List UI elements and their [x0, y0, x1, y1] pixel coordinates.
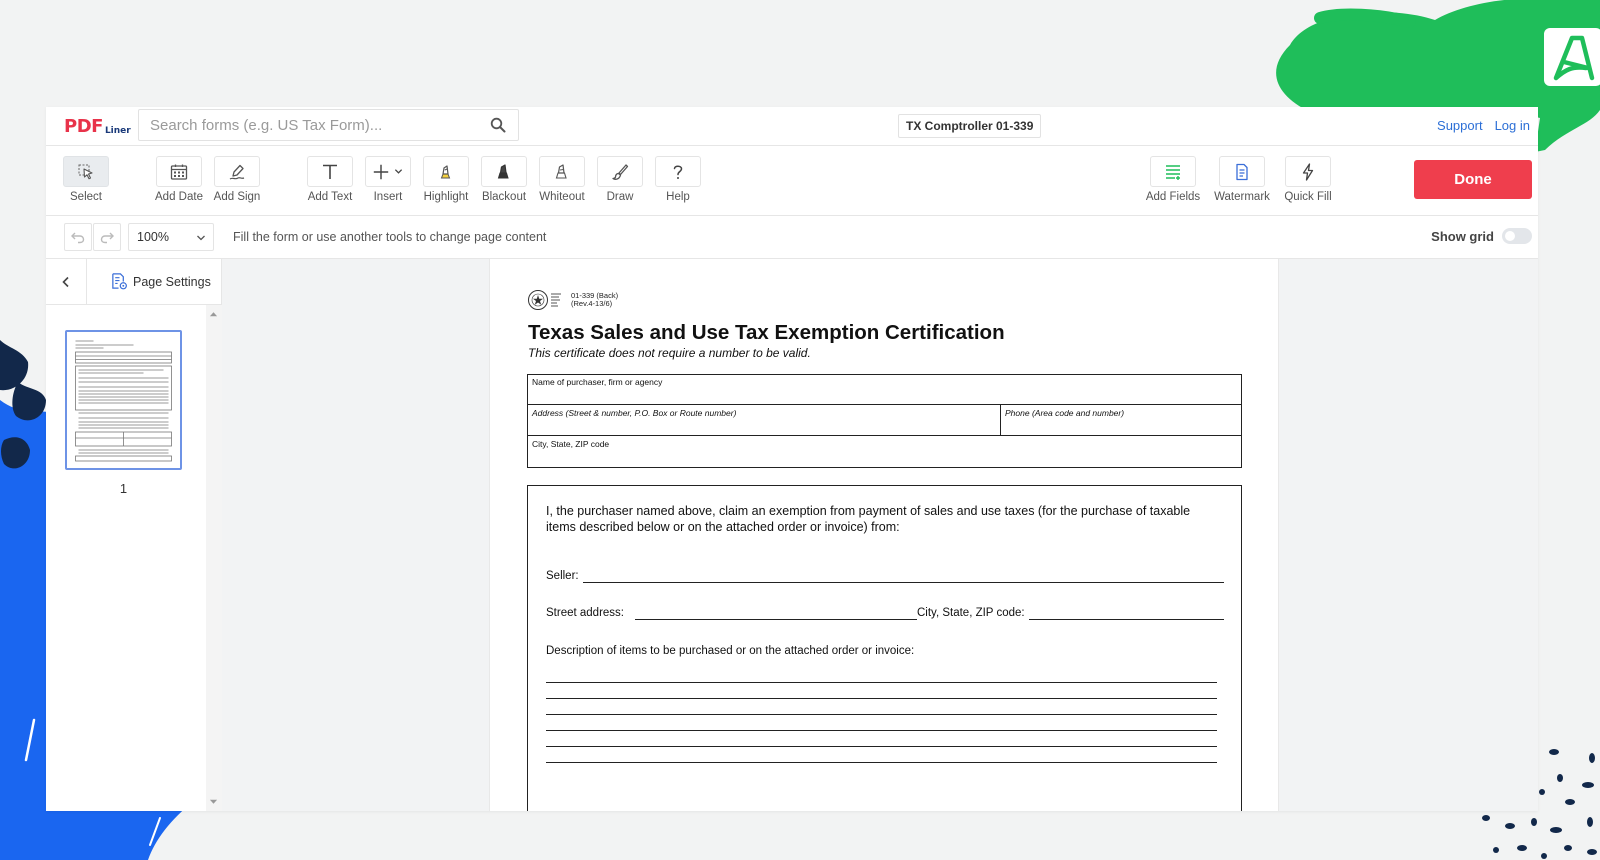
form-header-seal	[527, 289, 618, 311]
tool-help[interactable]	[648, 156, 708, 203]
search-box	[138, 109, 519, 141]
secondary-toolbar	[46, 216, 1538, 259]
purchaser-info-box	[527, 374, 1242, 468]
scroll-up-icon	[209, 310, 218, 319]
tool-label: Highlight	[423, 191, 469, 203]
tool-label: Add Fields	[1145, 191, 1201, 203]
address-field[interactable]: Address (Street & number, P.O. Box or Route number)	[532, 408, 737, 418]
fields-icon	[1163, 162, 1183, 182]
form-subtitle: This certificate does not require a number to be valid.	[528, 346, 811, 360]
seller-input-line[interactable]	[583, 582, 1224, 583]
zoom-select[interactable]	[128, 223, 214, 251]
tool-draw[interactable]	[590, 156, 650, 203]
done-button[interactable]: Done	[1414, 160, 1532, 199]
city-state-zip-input-line[interactable]	[1029, 619, 1224, 620]
form-number-line: 01-339 (Back)	[571, 291, 619, 300]
brush-icon	[610, 162, 630, 182]
undo-icon	[70, 229, 86, 245]
description-input-line[interactable]	[546, 746, 1217, 747]
description-input-line[interactable]	[546, 698, 1217, 699]
show-grid-toggle[interactable]	[1502, 228, 1532, 244]
purchaser-name-field[interactable]: Name of purchaser, firm or agency	[532, 377, 663, 387]
chevron-down-icon	[394, 167, 403, 176]
collapse-sidebar-button[interactable]	[46, 259, 87, 305]
street-address-input-line[interactable]	[635, 619, 917, 620]
lightning-icon	[1298, 162, 1318, 182]
city-state-zip-label: City, State, ZIP code:	[917, 607, 1025, 619]
plus-icon	[372, 163, 390, 181]
tool-highlight[interactable]	[416, 156, 476, 203]
tool-add-sign[interactable]	[207, 156, 267, 203]
description-input-line[interactable]	[546, 714, 1217, 715]
tool-watermark[interactable]	[1212, 156, 1272, 203]
tool-label: Add Text	[307, 191, 353, 203]
sidebar-header	[46, 259, 221, 305]
tool-insert[interactable]	[358, 156, 418, 203]
tool-label: Watermark	[1214, 191, 1270, 203]
page-thumbnail[interactable]	[65, 330, 182, 470]
search-icon[interactable]	[490, 117, 506, 133]
row-divider	[528, 435, 1241, 436]
top-links	[1437, 118, 1530, 133]
tool-add-fields[interactable]	[1143, 156, 1203, 203]
tool-label: Quick Fill	[1284, 191, 1332, 203]
document-canvas[interactable]	[222, 259, 1538, 811]
description-input-line[interactable]	[546, 682, 1217, 683]
page-thumbnail-preview	[73, 338, 174, 462]
page-thumbnail-number: 1	[119, 481, 128, 496]
tool-blackout[interactable]	[474, 156, 534, 203]
zoom-value: 100%	[137, 230, 169, 244]
pdf-page[interactable]	[489, 259, 1279, 811]
street-address-label: Street address:	[546, 607, 624, 619]
login-link[interactable]: Log in	[1494, 118, 1530, 133]
exemption-claim-box	[527, 485, 1242, 811]
tool-add-text[interactable]	[300, 156, 360, 203]
page-settings-icon	[110, 272, 129, 291]
show-grid-control	[1431, 228, 1532, 244]
form-number	[571, 292, 618, 308]
tool-label: Blackout	[481, 191, 527, 203]
sidebar-scrollbar[interactable]	[206, 305, 222, 811]
redo-icon	[99, 229, 115, 245]
tool-label: Help	[666, 191, 690, 203]
logo-main-text: PDF	[64, 116, 103, 137]
tool-label: Insert	[373, 191, 403, 203]
tool-label: Draw	[606, 191, 634, 203]
question-icon	[668, 162, 688, 182]
tool-label: Add Sign	[213, 191, 261, 203]
city-state-zip-field[interactable]: City, State, ZIP code	[532, 439, 610, 449]
top-bar	[46, 107, 1538, 146]
seller-label: Seller:	[546, 570, 579, 582]
column-divider	[1000, 404, 1001, 435]
redo-button[interactable]	[93, 223, 121, 251]
description-input-line[interactable]	[546, 730, 1217, 731]
exemption-statement: I, the purchaser named above, claim an exemption from payment of sales and use taxes (for the purchase of taxable items described below or on the attached order or invoice) from:	[546, 504, 1191, 534]
watermark-icon	[1232, 162, 1252, 182]
page-sidebar	[46, 259, 222, 811]
document-title: TX Comptroller 01-339	[898, 114, 1041, 138]
texas-seal-icon	[527, 289, 567, 311]
tool-label: Add Date	[155, 191, 203, 203]
search-input[interactable]	[139, 110, 479, 140]
description-label: Description of items to be purchased or on the attached order or invoice:	[546, 645, 915, 657]
form-title: Texas Sales and Use Tax Exemption Certification	[528, 321, 1005, 344]
chevron-down-icon	[196, 233, 206, 243]
calendar-icon	[169, 162, 189, 182]
page-settings-button[interactable]	[110, 272, 211, 291]
tool-add-date[interactable]	[149, 156, 209, 203]
highlighter-icon	[436, 162, 456, 182]
show-grid-label: Show grid	[1431, 228, 1494, 244]
pen-icon	[227, 162, 247, 182]
editor-toolbar	[46, 146, 1538, 216]
text-icon	[320, 162, 340, 182]
pdfliner-logo[interactable]	[64, 115, 131, 137]
form-revision-line: (Rev.4-13/6)	[571, 299, 613, 308]
page-settings-label: Page Settings	[133, 274, 211, 289]
whiteout-icon	[552, 162, 572, 182]
logo-sub-text: Liner	[104, 126, 131, 136]
acrobat-logo-icon	[1544, 28, 1600, 86]
support-link[interactable]: Support	[1437, 118, 1483, 133]
tool-quick-fill[interactable]	[1278, 156, 1338, 203]
undo-button[interactable]	[64, 223, 92, 251]
scroll-down-icon	[209, 797, 218, 806]
cursor-icon	[76, 162, 96, 182]
description-input-line[interactable]	[546, 762, 1217, 763]
instruction-text: Fill the form or use another tools to change page content	[233, 230, 547, 244]
pdf-editor-window	[46, 107, 1538, 811]
row-divider	[528, 404, 1241, 405]
tool-select[interactable]	[56, 156, 116, 203]
tool-whiteout[interactable]	[532, 156, 592, 203]
phone-field[interactable]: Phone (Area code and number)	[1005, 408, 1125, 418]
chevron-left-icon	[60, 276, 72, 288]
tool-label: Whiteout	[539, 191, 585, 203]
blackout-icon	[494, 162, 514, 182]
tool-label: Select	[70, 191, 102, 203]
